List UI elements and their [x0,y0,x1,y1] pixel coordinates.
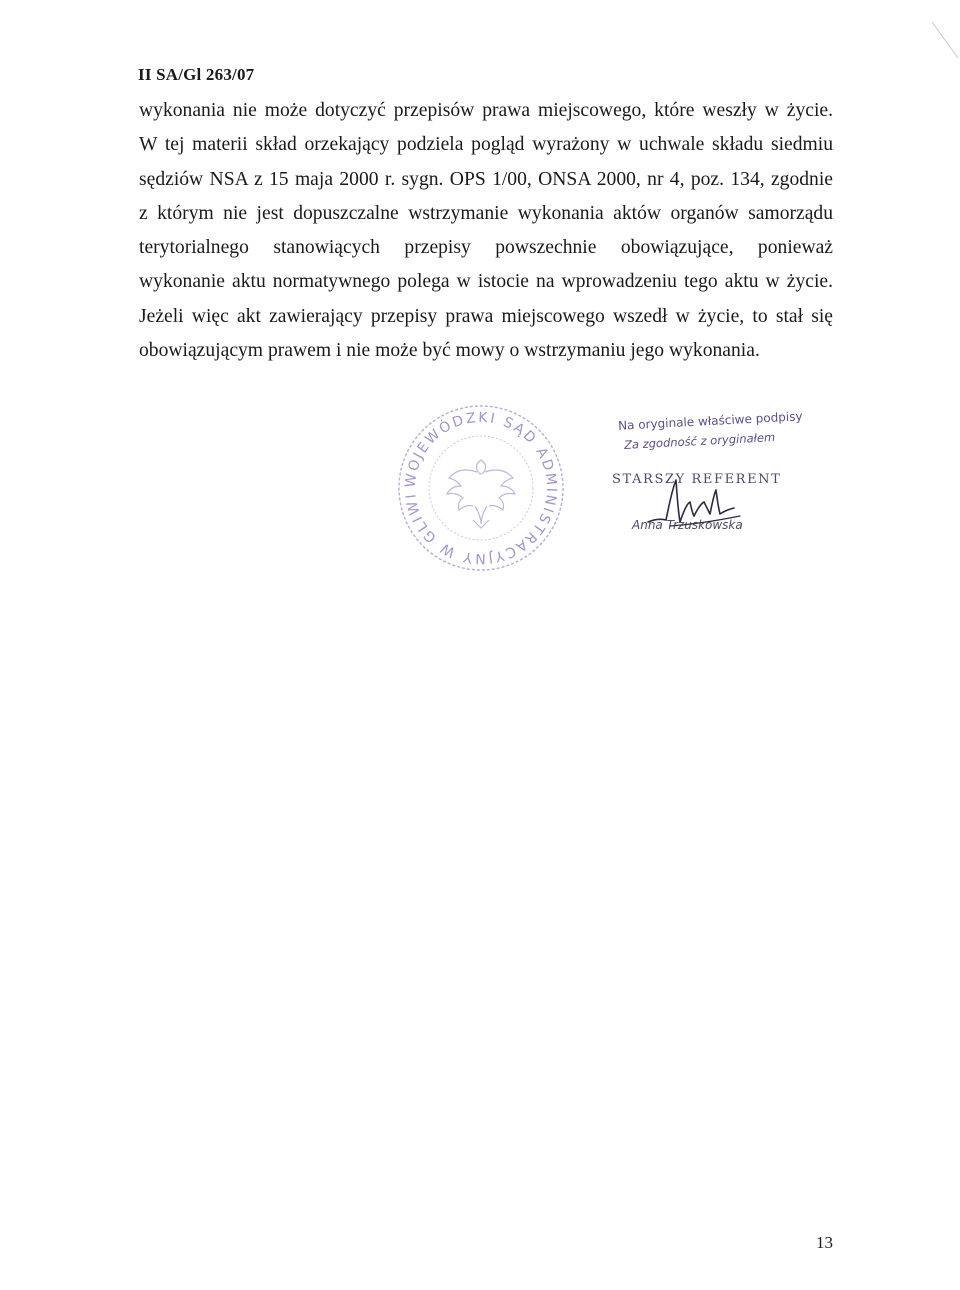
paragraph-line: sędziów NSA z 15 maja 2000 r. sygn. OPS 1/00, ONSA 2000, nr 4, poz. 134, zgodnie [139,168,833,190]
seal-svg [395,402,567,574]
paragraph-line: wykonanie aktu normatywnego polega w istocie na wprowadzeniu tego aktu w życie. [139,271,833,293]
paragraph-line: obowiązującym prawem i nie może być mowy o wstrzymaniu jego wykonania. [139,340,760,362]
paragraph-line: z którym nie jest dopuszczalne wstrzymanie wykonania aktów organów samorządu [139,202,833,224]
court-seal-stamp [395,402,567,574]
seal-ring-text: WOJEWÓDZKI SĄD ADMINISTRACYJNY W GLIWI [402,409,560,567]
page-number: 13 [816,1233,833,1252]
paragraph-line: wykonania nie może dotyczyć przepisów prawa miejscowego, które weszły w życie. [139,100,833,121]
stamp-original-signatures: Na oryginale właściwe podpisy [617,409,803,433]
handwritten-signature [640,470,760,540]
stamp-conformity-note: Za zgodność z oryginałem [623,430,776,452]
paragraph-line: W tej materii skład orzekający podziela pogląd wyrażony w uchwale składu siedmiu [139,134,833,156]
stamp-title: STARSZY REFERENT [612,472,782,487]
body-paragraph [139,94,833,368]
case-number: II SA/Gl 263/07 [138,65,255,84]
paragraph-line: terytorialnego stanowiących przepisy powszechnie obowiązujące, ponieważ [139,237,833,259]
stamp-name: Anna Trzuskowska [632,518,743,532]
scan-edge-mark [930,20,960,60]
signature-svg [640,470,760,540]
eagle-emblem-icon [447,460,515,528]
paragraph-line: Jeżeli więc akt zawierający przepisy prawa miejscowego wszedł w życie, to stał się [139,305,833,327]
